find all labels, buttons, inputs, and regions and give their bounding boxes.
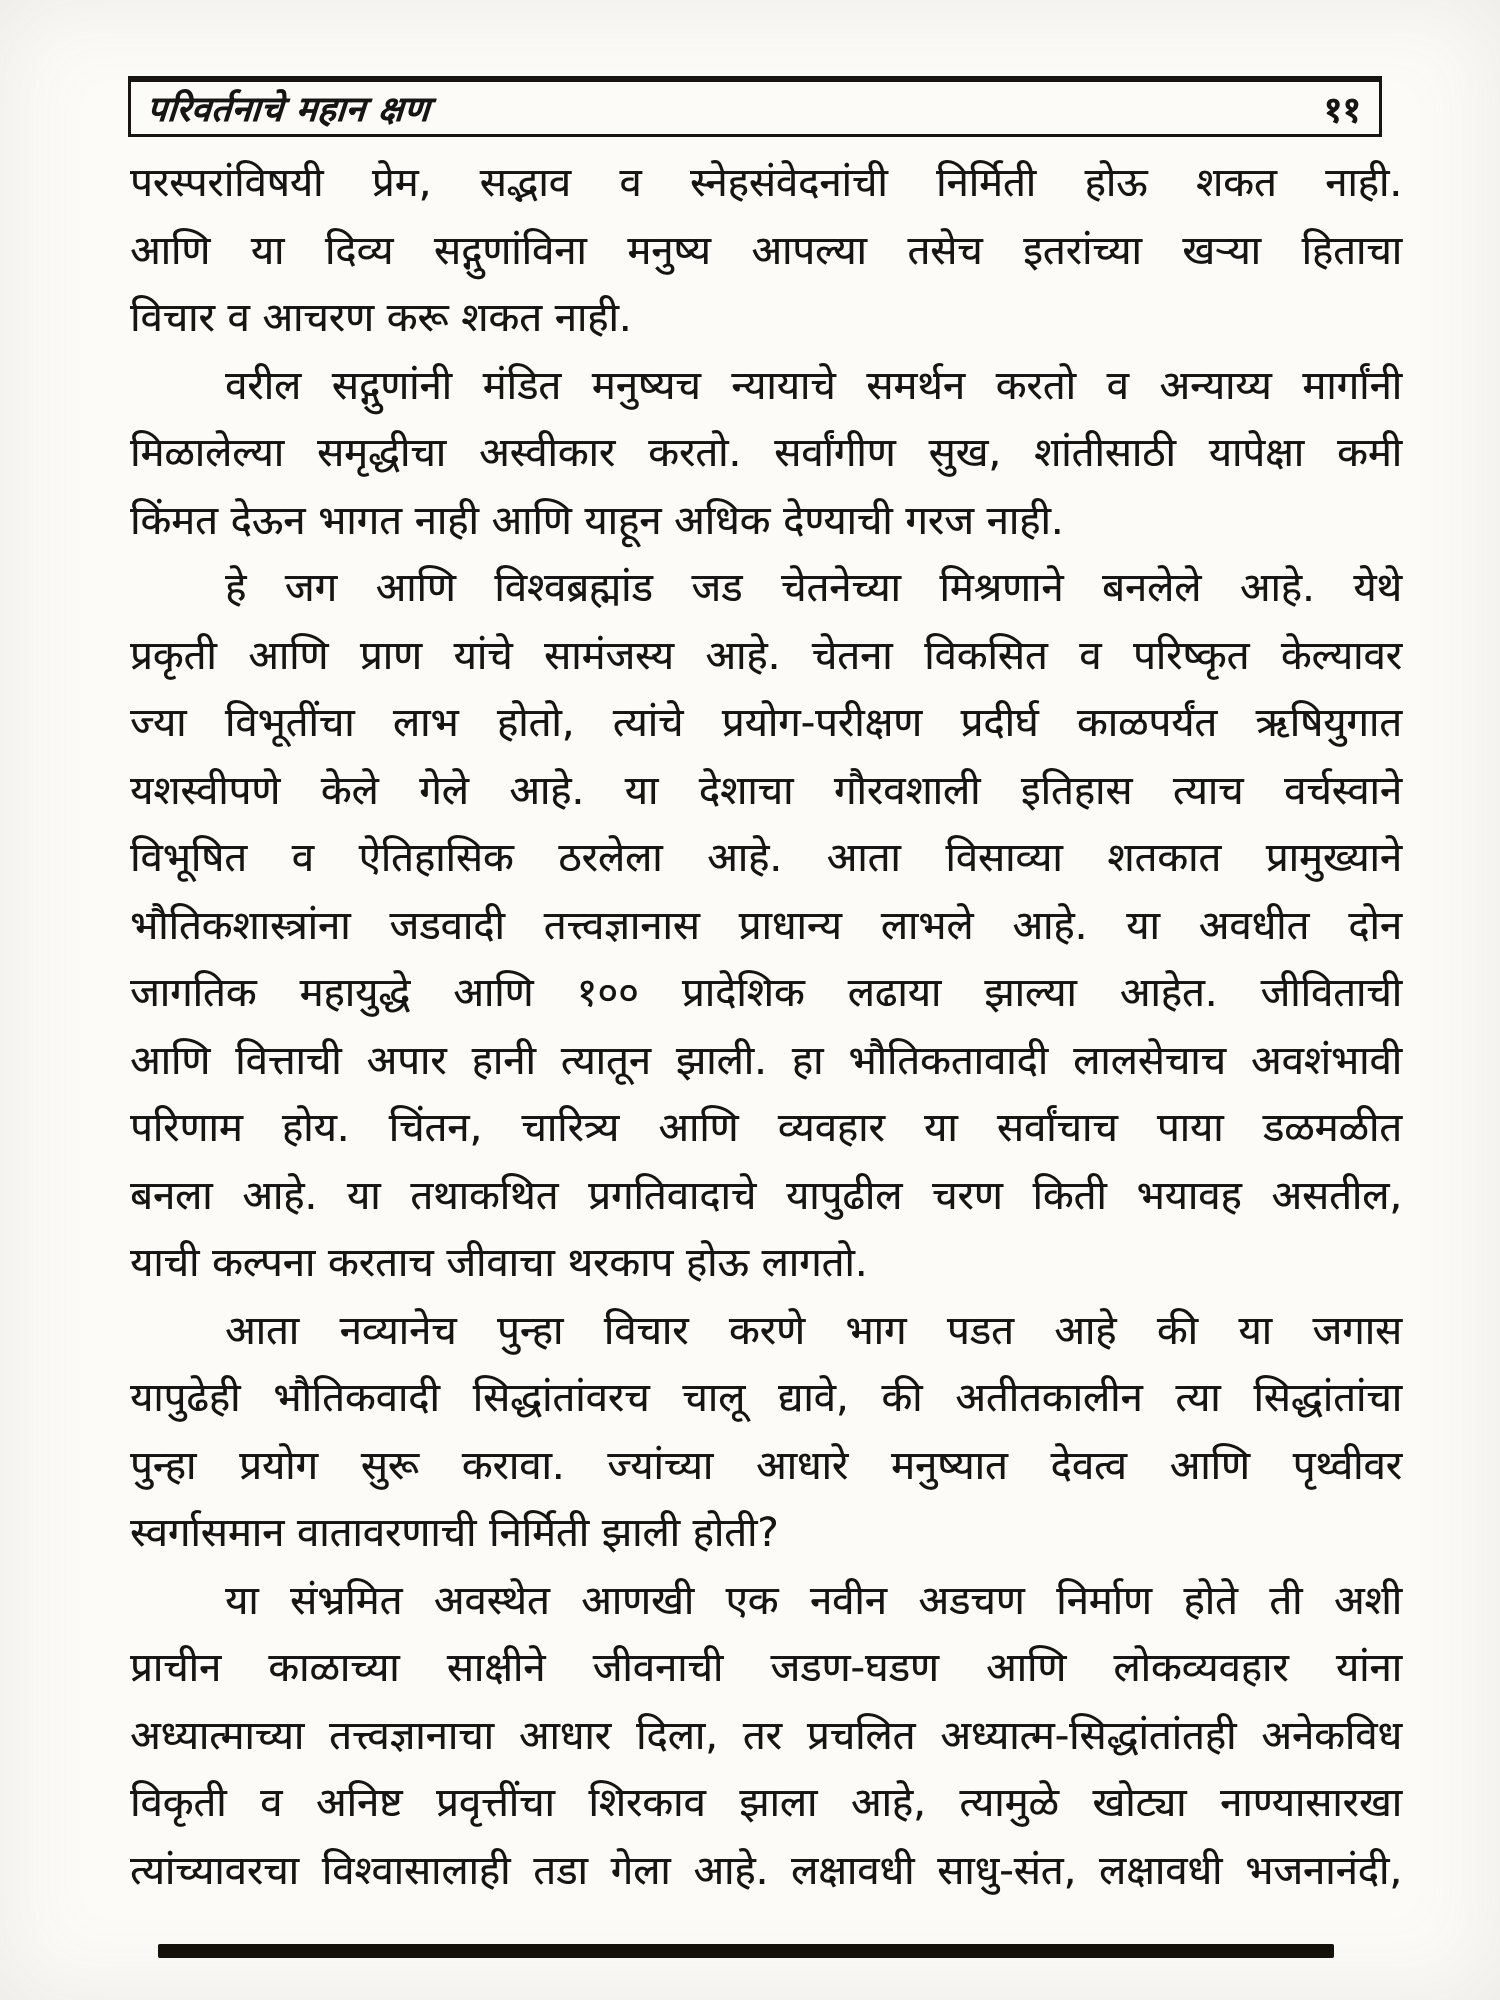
text-line: अध्यात्माच्या तत्त्वज्ञानाचा आधार दिला, तर प्रचलित अध्यात्म-सिद्धांतांतही अनेकविध	[130, 1712, 1402, 1759]
text-line: जागतिक महायुद्धे आणि १०० प्रादेशिक लढाया झाल्या आहेत. जीविताची	[130, 970, 1402, 1016]
text-line: प्राचीन काळाच्या साक्षीने जीवनाची जडण-घडण आणि लोकव्यवहार यांना	[130, 1645, 1402, 1691]
text-line: पुन्हा प्रयोग सुरू करावा. ज्यांच्या आधारे मनुष्यात देवत्व आणि पृथ्वीवर	[130, 1442, 1402, 1489]
text-line: परस्परांविषयी प्रेम, सद्भाव व स्नेहसंवेदनांची निर्मिती होऊ शकत नाही.	[130, 160, 1402, 206]
text-line: यापुढेही भौतिकवादी सिद्धांतांवरच चालू द्यावे, की अतीतकालीन त्या सिद्धांतांचा	[130, 1375, 1402, 1421]
text-line: भौतिकशास्त्रांना जडवादी तत्त्वज्ञानास प्राधान्य लाभले आहे. या अवधीत दोन	[130, 902, 1402, 949]
text-line: विचार व आचरण करू शकत नाही.	[130, 295, 632, 341]
text-line: हे जग आणि विश्वब्रह्मांड जड चेतनेच्या मिश्रणाने बनलेले आहे. येथे	[225, 565, 1402, 611]
text-line: वरील सद्गुणांनी मंडित मनुष्यच न्यायाचे समर्थन करतो व अन्याय्य मार्गांनी	[225, 362, 1402, 409]
text-line: विकृती व अनिष्ट प्रवृत्तींचा शिरकाव झाला आहे, त्यामुळे खोट्या नाण्यासारखा	[130, 1780, 1402, 1826]
text-line: ज्या विभूतींचा लाभ होतो, त्यांचे प्रयोग-परीक्षण प्रदीर्घ काळपर्यंत ऋषियुगात	[130, 700, 1402, 746]
chapter-title: परिवर्तनाचे महान क्षण	[145, 89, 431, 130]
text-line: त्यांच्यावरचा विश्वासालाही तडा गेला आहे. लक्षावधी साधु-संत, लक्षावधी भजनानंदी,	[130, 1847, 1402, 1894]
page-number: ११	[1323, 89, 1361, 131]
text-line: प्रकृती आणि प्राण यांचे सामंजस्य आहे. चेतना विकसित व परिष्कृत केल्यावर	[130, 632, 1402, 679]
chapter-header	[128, 76, 1382, 137]
body-text	[130, 150, 1402, 1905]
footer-rule	[158, 1944, 1334, 1958]
text-line: आता नव्यानेच पुन्हा विचार करणे भाग पडत आहे की या जगास	[225, 1307, 1402, 1354]
text-line: विभूषित व ऐतिहासिक ठरलेला आहे. आता विसाव्या शतकात प्रामुख्याने	[130, 835, 1402, 881]
text-line: याची कल्पना करताच जीवाचा थरकाप होऊ लागतो.	[130, 1240, 868, 1286]
text-line: किंमत देऊन भागत नाही आणि याहून अधिक देण्याची गरज नाही.	[130, 497, 1064, 544]
text-line: स्वर्गासमान वातावरणाची निर्मिती झाली होती?	[130, 1510, 779, 1556]
text-line: मिळालेल्या समृद्धीचा अस्वीकार करतो. सर्वांगीण सुख, शांतीसाठी यापेक्षा कमी	[130, 430, 1402, 476]
text-line: परिणाम होय. चिंतन, चारित्र्य आणि व्यवहार या सर्वांचाच पाया डळमळीत	[130, 1105, 1402, 1151]
text-line: आणि वित्ताची अपार हानी त्यातून झाली. हा भौतिकतावादी लालसेचाच अवशंभावी	[130, 1037, 1402, 1084]
text-line: बनला आहे. या तथाकथित प्रगतिवादाचे यापुढील चरण किती भयावह असतील,	[130, 1172, 1402, 1219]
text-line: यशस्वीपणे केले गेले आहे. या देशाचा गौरवशाली इतिहास त्याच वर्चस्वाने	[130, 767, 1402, 814]
text-line: आणि या दिव्य सद्गुणांविना मनुष्य आपल्या तसेच इतरांच्या खऱ्या हिताचा	[130, 227, 1402, 274]
text-line: या संभ्रमित अवस्थेत आणखी एक नवीन अडचण निर्माण होते ती अशी	[225, 1577, 1402, 1624]
